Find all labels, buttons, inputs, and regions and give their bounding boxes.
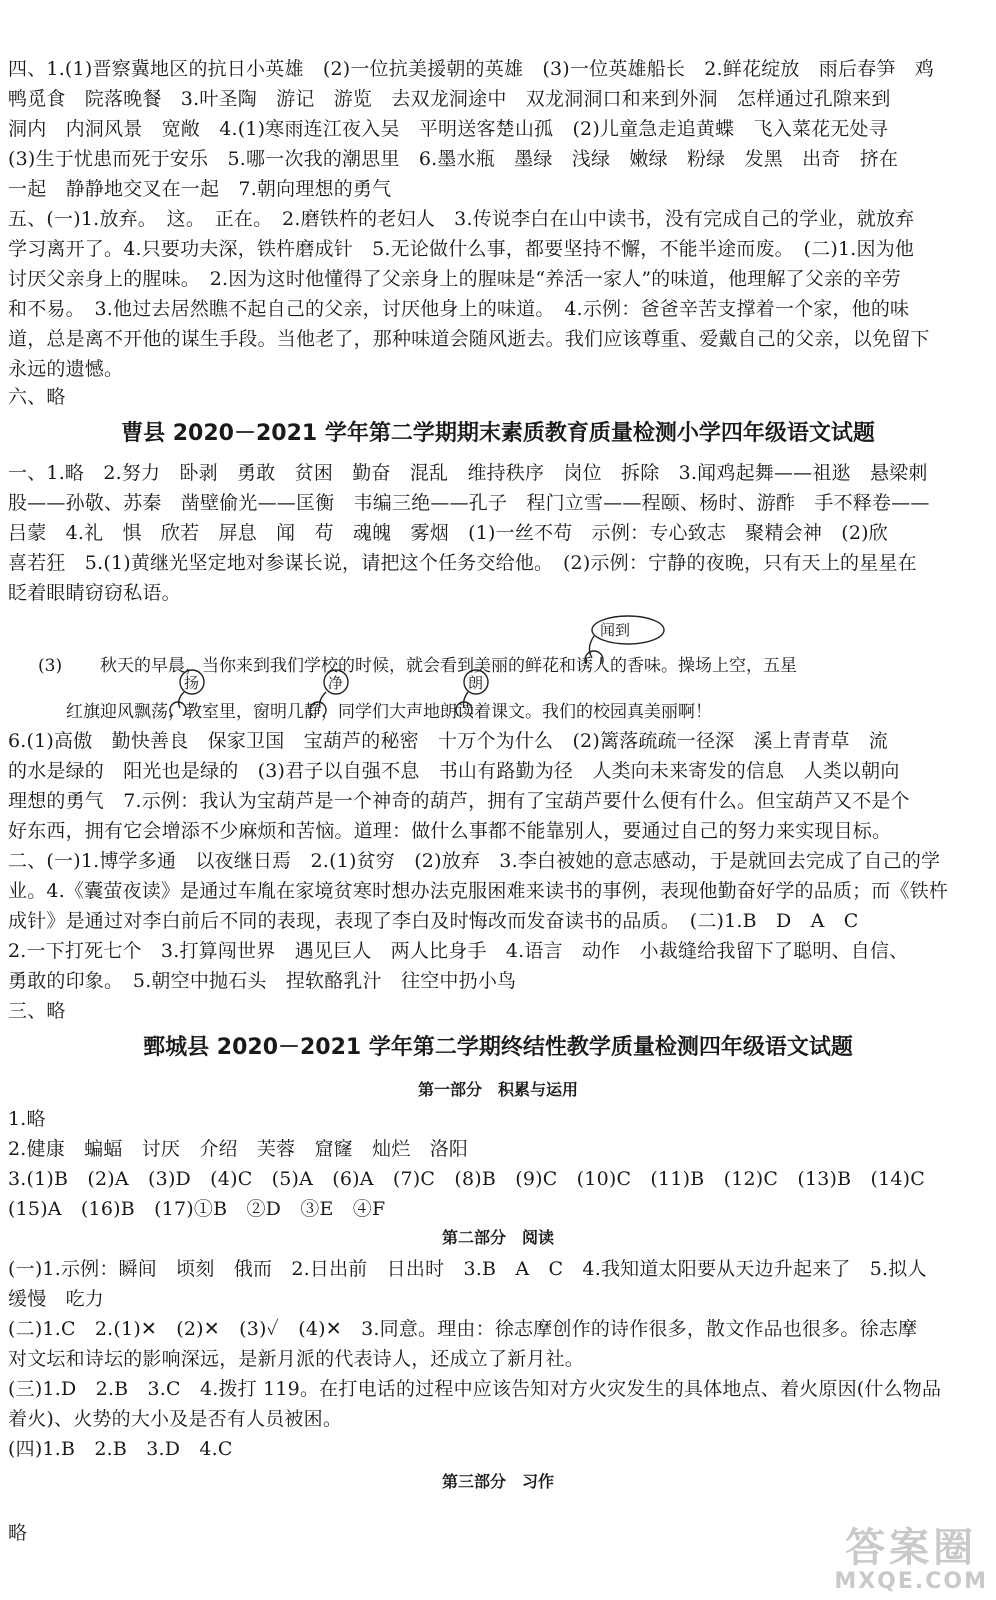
text-line: 6.(1)高傲 勤快善良 保家卫国 宝葫芦的秘密 十万个为什么 (2)篱落疏疏一径深 溪上青青草 流 (8, 730, 888, 752)
text-line: 好东西，拥有它会增添不少麻烦和苦恼。道理：做什么事都不能靠别人，要通过自己的努力来实现目标。 (8, 820, 892, 842)
text-line: (15)A (16)B (17)①B ②D ③E ④F (8, 1198, 386, 1220)
watermark-logo (834, 1526, 988, 1594)
text-line: 道，总是离不开他的谋生手段。当他老了，那种味道会随风逝去。我们应该尊重、爱戴自己的父亲，以免留下 (8, 328, 930, 350)
text-line: 五、(一)1.放弃。 这。 正在。 2.磨铁杵的老妇人 3.传说李白在山中读书，没有完成自己的学业，就放弃 (8, 208, 915, 230)
text-line: 吕蒙 4.礼 惧 欣若 屏息 闻 苟 魂魄 雾烟 (1)一丝不苟 示例：专心致志 聚精会神 (2)欣 (8, 522, 888, 544)
text-line: 成针》是通过对李白前后不同的表现，表现了李白及时悔改而发奋读书的品质。 (二)1.B D A C (8, 910, 859, 932)
exam-title-caoxian: 曹县 2020－2021 学年第二学期期末素质教育质量检测小学四年级语文试题 (121, 421, 875, 446)
exam-title-juancheng: 鄄城县 2020－2021 学年第二学期终结性教学质量检测四年级语文试题 (143, 1035, 853, 1060)
text-line: 对文坛和诗坛的影响深远，是新月派的代表诗人，还成立了新月社。 (8, 1348, 585, 1370)
correction-label: (3) (38, 656, 63, 676)
correction-mark-wendao: 闻到 (600, 621, 631, 639)
text-line: 2.健康 蝙蝠 讨厌 介绍 芙蓉 窟窿 灿烂 洛阳 (8, 1138, 469, 1160)
text-line: 和不易。 3.他过去居然瞧不起自己的父亲，讨厌他身上的味道。 4.示例：爸爸辛苦支撑着一个家，他的味 (8, 298, 910, 320)
text-line: 洞内 内洞风景 宽敞 4.(1)寒雨连江夜入吴 平明送客楚山孤 (2)儿童急走追黄蝶 飞入菜花无处寻 (8, 118, 888, 140)
text-line: 1.略 (8, 1108, 46, 1130)
text-line: 略 (8, 1522, 28, 1544)
text-line: 四、1.(1)晋察冀地区的抗日小英雄 (2)一位抗美援朝的英雄 (3)一位英雄船长 2.鲜花绽放 雨后春笋 鸡 (8, 58, 934, 80)
part-heading: 第二部分 阅读 (441, 1228, 554, 1247)
text-line: 永远的遗憾。 (8, 358, 124, 380)
text-line: 眨着眼睛窃窃私语。 (8, 582, 181, 604)
text-line: (二)1.C 2.(1)✕ (2)✕ (3)✓ (4)✕ 3.同意。理由：徐志摩创作的诗作很多，散文作品也很多。徐志摩 (8, 1318, 918, 1340)
text-line: 着火)、火势的大小及是否有人员被困。 (8, 1408, 343, 1430)
part-heading: 第一部分 积累与运用 (417, 1080, 578, 1099)
text-line: (四)1.B 2.B 3.D 4.C (8, 1438, 233, 1460)
text-line: 学习离开了。4.只要功夫深，铁杵磨成针 5.无论做什么事，都要坚持不懈，不能半途而废。 (二)1.因为他 (8, 238, 915, 260)
text-line: 三、略 (8, 1000, 66, 1022)
text-line: 业。4.《囊萤夜读》是通过车胤在家境贫寒时想办法克服困难来读书的事例，表现他勤奋好学的品质；而《铁杵 (8, 880, 949, 902)
part-heading: 第三部分 习作 (441, 1472, 554, 1491)
text-line: (3)生于忧患而死于安乐 5.哪一次我的潮思里 6.墨水瓶 墨绿 浅绿 嫩绿 粉绿 发黑 出奇 挤在 (8, 148, 899, 170)
text-line: 3.(1)B (2)A (3)D (4)C (5)A (6)A (7)C (8)B (9)C (10)C (11)B (12)C (13)B (14)C (8, 1168, 926, 1190)
text-line: 喜若狂 5.(1)黄继光坚定地对参谋长说，请把这个任务交给他。 (2)示例：宁静的夜晚，只有天上的星星在 (8, 552, 917, 574)
text-line: (三)1.D 2.B 3.C 4.拨打 119。在打电话的过程中应该告知对方火灾发生的具体地点、着火原因(什么物品 (8, 1378, 942, 1400)
text-line: 一、1.略 2.努力 卧剥 勇敢 贫困 勤奋 混乱 维持秩序 岗位 拆除 3.闻鸡起舞——祖逖 悬梁刺 (8, 462, 928, 484)
text-line: 2.一下打死七个 3.打算闯世界 遇见巨人 两人比身手 4.语言 动作 小裁缝给我留下了聪明、自信、 (8, 940, 909, 962)
text-line: (一)1.示例：瞬间 顷刻 俄而 2.日出前 日出时 3.B A C 4.我知道太阳要从天边升起来了 5.拟人 (8, 1258, 927, 1280)
text-line: 股——孙敬、苏秦 凿壁偷光——匡衡 韦编三绝——孔子 程门立雪——程颐、杨时、游酢 手不释卷—— (8, 492, 930, 514)
text-line: 缓慢 吃力 (8, 1288, 105, 1310)
text-line: 的水是绿的 阳光也是绿的 (3)君子以自强不息 书山有路勤为径 人类向未来寄发的信息 人类以朝向 (8, 760, 900, 782)
correction-mark-circle (296, 666, 356, 716)
text-line: 一起 静静地交叉在一起 7.朝向理想的勇气 (8, 178, 392, 200)
correction-line-2: 红旗迎风飘荡，教室里，窗明几静，同学们大声地朗读着课文。我们的校园真美丽啊！ (66, 702, 712, 722)
correction-mark-lang: 朗 (468, 674, 484, 692)
text-line: 二、(一)1.博学多通 以夜继日焉 2.(1)贫穷 (2)放弃 3.李白被她的意志感动，于是就回去完成了自己的学 (8, 850, 941, 872)
watermark-url: MXQE.COM (834, 1569, 988, 1594)
text-line: 鸭觅食 院落晚餐 3.叶圣陶 游记 游览 去双龙洞途中 双龙洞洞口和来到外洞 怎样通过孔隙来到 (8, 88, 891, 110)
text-line: 勇敢的印象。 5.朝空中抛石头 捏软酪乳汁 往空中扔小鸟 (8, 970, 517, 992)
correction-mark-yang: 扬 (184, 674, 200, 692)
text-line: 讨厌父亲身上的腥味。 2.因为这时他懂得了父亲身上的腥味是“养活一家人”的味道，他理解了父亲的辛劳 (8, 268, 901, 290)
text-line: 六、略 (8, 386, 66, 408)
watermark-text: 答案圈 (845, 1525, 978, 1571)
correction-line-1: 秋天的早晨，当你来到我们学校的时候，就会看到美丽的鲜花和诱人的香味。操场上空，五星 (100, 656, 797, 676)
text-line: 理想的勇气 7.示例：我认为宝葫芦是一个神奇的葫芦，拥有了宝葫芦要什么便有什么。但宝葫芦又不是个 (8, 790, 910, 812)
correction-mark-jing: 净 (328, 674, 344, 692)
